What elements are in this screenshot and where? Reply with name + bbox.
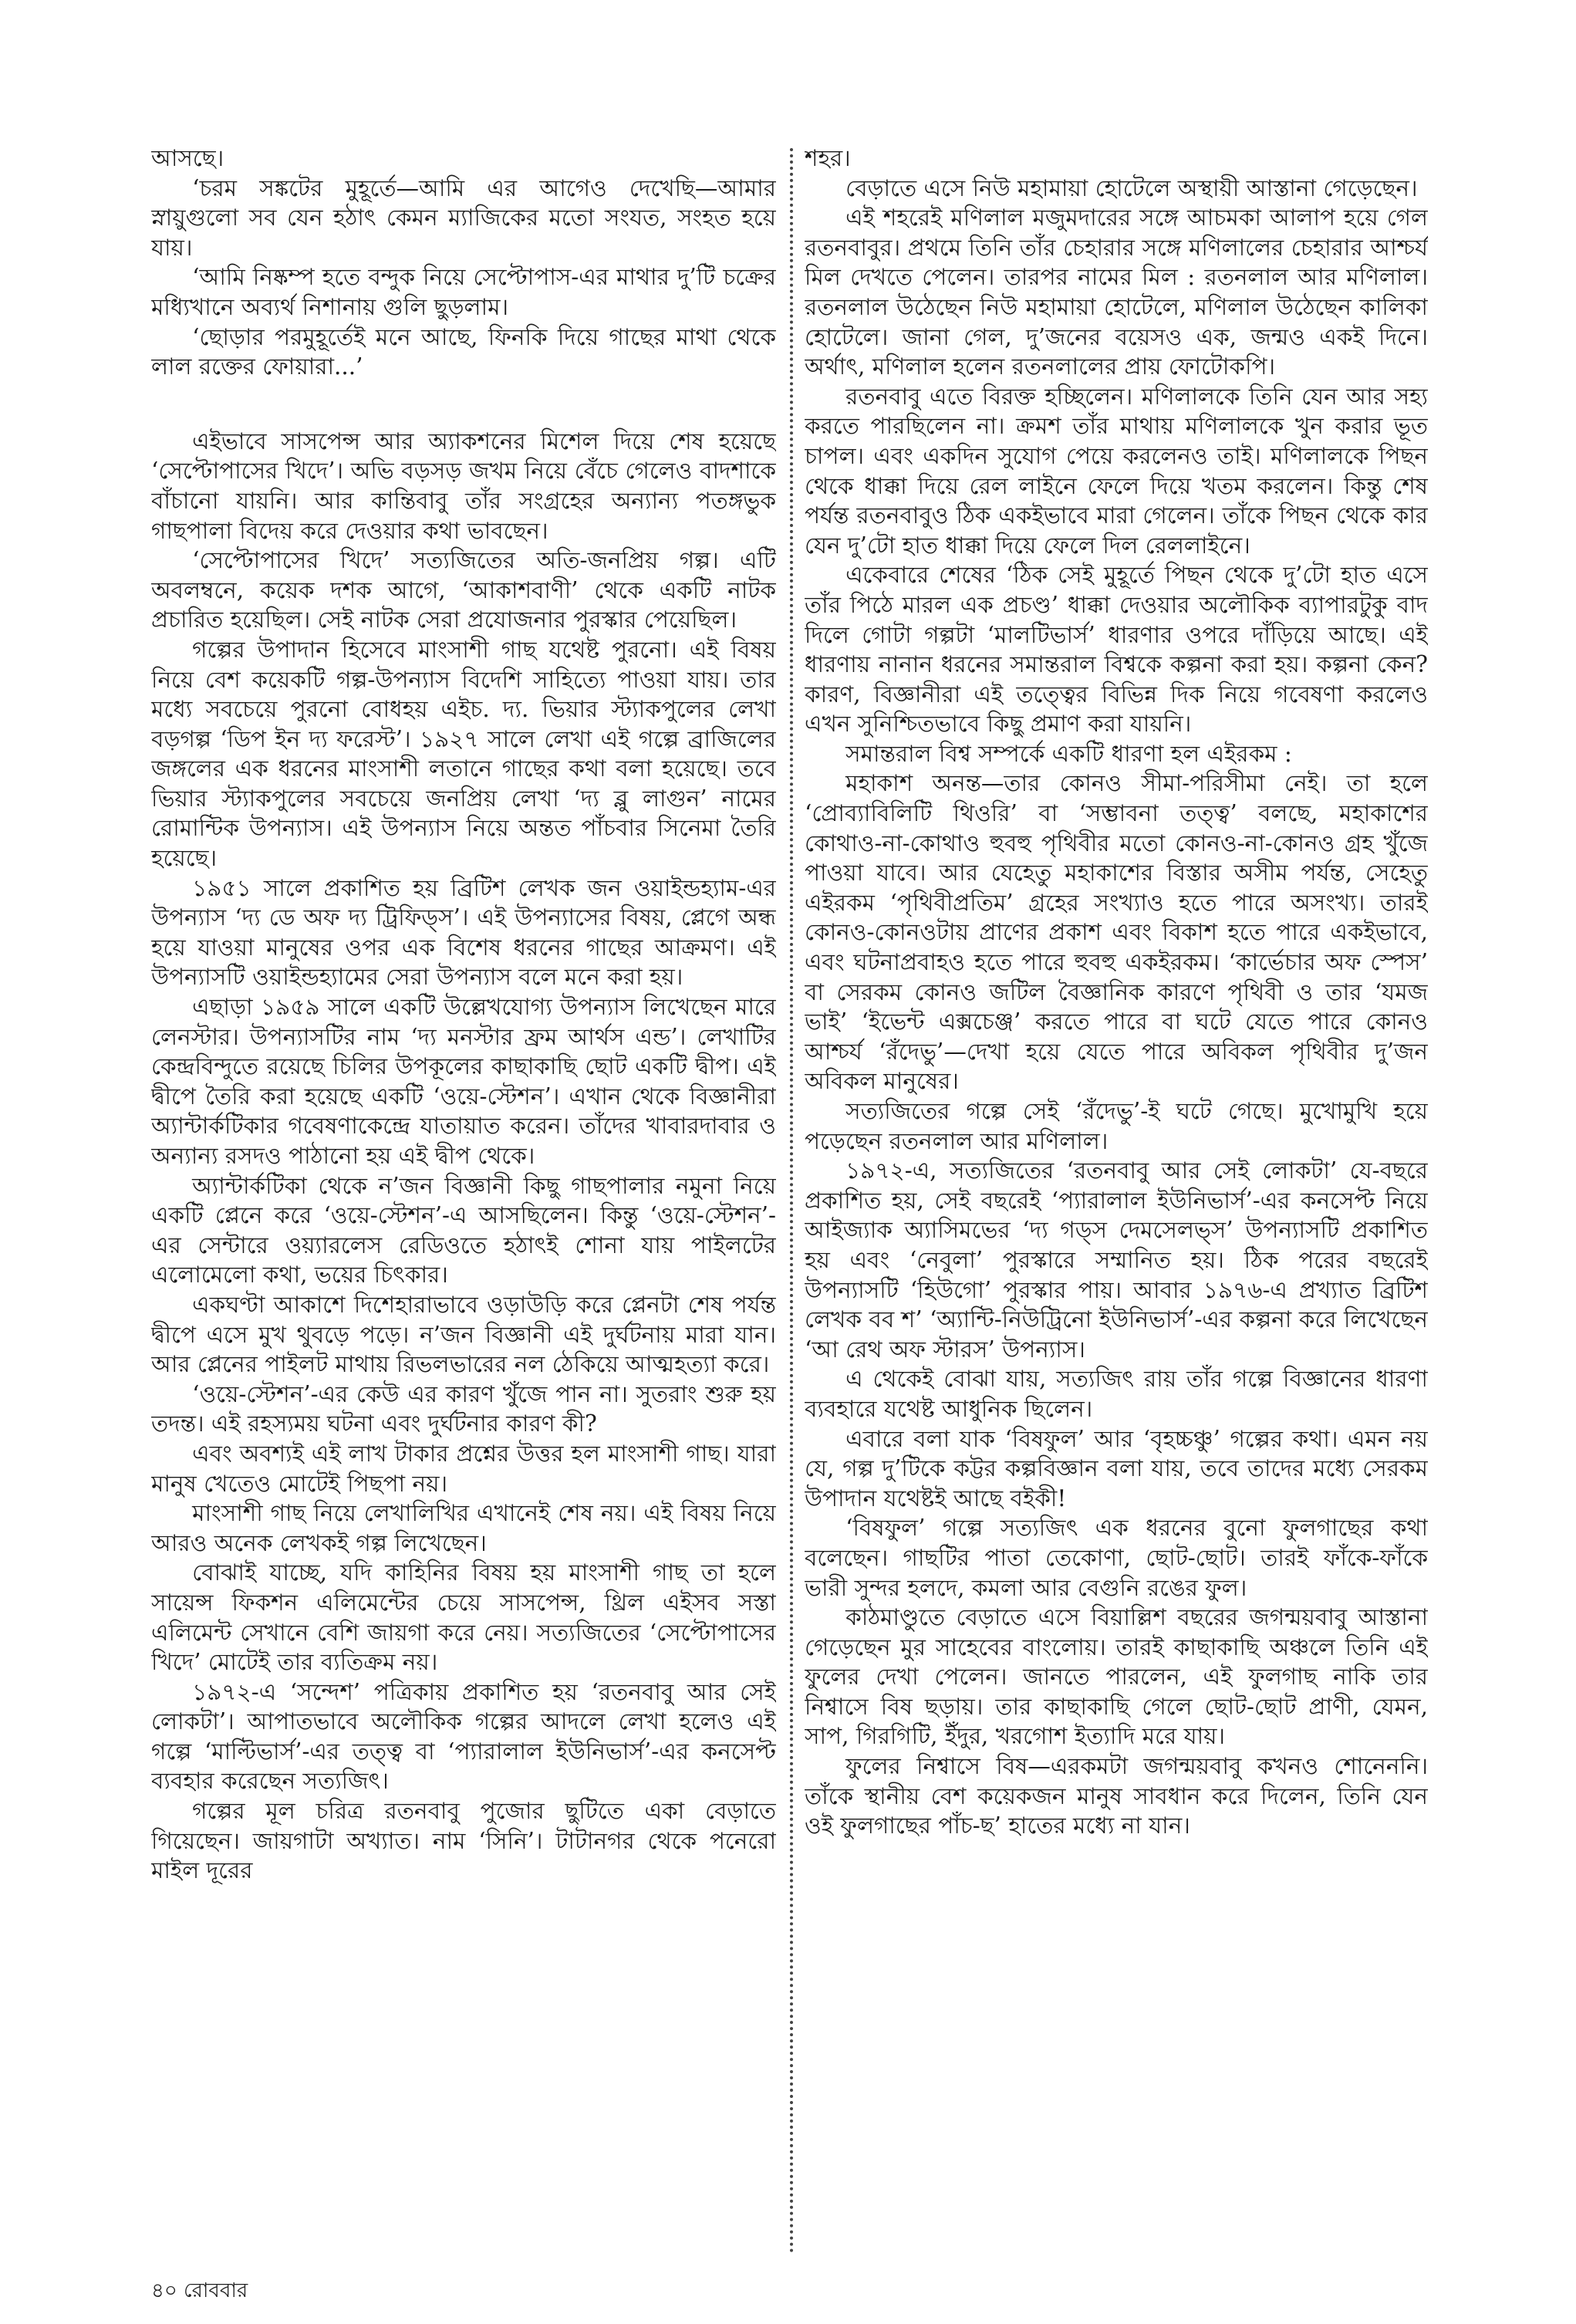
paragraph: বোঝাই যাচ্ছে, যদি কাহিনির বিষয় হয় মাংসাশী গাছ তা হলে সায়েন্স ফিকশন এলিমেন্টের চেয়ে সাসপেন্স, থ্রিল এইসব সস্তা এলিমেন্ট সেখানে বেশি জায়গা করে নেয়। সত্যজিতের ‘সেপ্টোপাসের খিদে’ মোটেই তার ব্যতিক্রম নয়।	[151, 1559, 776, 1676]
paragraph: বেড়াতে এসে নিউ মহামায়া হোটেলে অস্থায়ী আস্তানা গেড়েছেন।	[845, 174, 1418, 201]
paragraph: ‘সেপ্টোপাসের খিদে’ সত্যজিতের অতি-জনপ্রিয় গল্প। এটি অবলম্বনে, কয়েক দশক আগে, ‘আকাশবাণী’ থেকে একটি নাটক প্রচারিত হয়েছিল। সেই নাটক সেরা প্রযোজনার পুরস্কার পেয়েছিল।	[151, 547, 776, 633]
paragraph: রতনবাবু এতে বিরক্ত হচ্ছিলেন। মণিলালকে তিনি যেন আর সহ্য করতে পারছিলেন না। ক্রমশ তাঁর মাথায় মণিলালকে খুন করার ভূত চাপল। এবং একদিন সুযোগ পেয়ে করলেনও তাই। মণিলালকে পিছন থেকে ধাক্কা দিয়ে রেল লাইনে ফেলে দিয়ে খতম করলেন। কিন্তু শেষ পর্যন্ত রতনবাবুও ঠিক একইভাবে মারা গেলেন। তাঁকে পিছন থেকে কার যেন দু’টো হাত ধাক্কা দিয়ে ফেলে দিল রেললাইনে।	[805, 383, 1428, 559]
paragraph: সমান্তরাল বিশ্ব সম্পর্কে একটি ধারণা হল এইরকম :	[845, 740, 1292, 767]
paragraph: একেবারে শেষের ‘ঠিক সেই মুহূর্তে পিছন থেকে দু’টো হাত এসে তাঁর পিঠে মারল এক প্রচণ্ড’ ধাক্কা দেওয়ার অলৌকিক ব্যাপারটুকু বাদ দিলে গোটা গল্পটা ‘মালটিভার্স’ ধারণার ওপরে দাঁড়িয়ে আছে। এই ধারণায় নানান ধরনের সমান্তরাল বিশ্বকে কল্পনা করা হয়। কল্পনা কেন? কারণ, বিজ্ঞানীরা এই তত্ত্বের বিভিন্ন দিক নিয়ে গবেষণা করলেও এখন সুনিশ্চিতভাবে কিছু প্রমাণ করা যায়নি।	[805, 562, 1428, 738]
paragraph: একঘণ্টা আকাশে দিশেহারাভাবে ওড়াউড়ি করে প্লেনটা শেষ পর্যন্ত দ্বীপে এসে মুখ থুবড়ে পড়ে। ন’জন বিজ্ঞানী এই দুর্ঘটনায় মারা যান। আর প্লেনের পাইলট মাথায় রিভলভারের নল ঠেকিয়ে আত্মহত্যা করে।	[151, 1291, 776, 1378]
page-footer	[151, 2275, 248, 2309]
paragraph: এই শহরেই মণিলাল মজুমদারের সঙ্গে আচমকা আলাপ হয়ে গেল রতনবাবুর। প্রথমে তিনি তাঁর চেহারার সঙ্গে মণিলালের চেহারার আশ্চর্য মিল দেখতে পেলেন। তারপর নামের মিল : রতনলাল আর মণিলাল। রতনলাল উঠেছেন নিউ মহামায়া হোটেলে, মণিলাল উঠেছেন কালিকা হোটেলে। জানা গেল, দু’জনের বয়েসও এক, জন্মও একই দিনে। অর্থাৎ, মণিলাল হলেন রতনলালের প্রায় ফোটোকপি।	[805, 204, 1428, 380]
left-column	[151, 144, 776, 2258]
paragraph: এবারে বলা যাক ‘বিষফুল’ আর ‘বৃহচ্চঞ্চু’ গল্পের কথা। এমন নয় যে, গল্প দু’টিকে কট্টর কল্পবিজ্ঞান বলা যায়, তবে তাদের মধ্যে সেরকম উপাদান যথেষ্টই আছে বইকী!	[805, 1425, 1428, 1512]
paragraph: মহাকাশ অনন্ত—তার কোনও সীমা-পরিসীমা নেই। তা হলে ‘প্রোব্যাবিলিটি থিওরি’ বা ‘সম্ভাবনা তত্ত্ব’ বলছে, মহাকাশের কোথাও-না-কোথাও হুবহু পৃথিবীর মতো কোনও-না-কোনও গ্রহ খুঁজে পাওয়া যাবে। আর যেহেতু মহাকাশের বিস্তার অসীম পর্যন্ত, সেহেতু এইরকম ‘পৃথিবীপ্রতিম’ গ্রহের সংখ্যাও হতে পারে অসংখ্য। তারই কোনও-কোনওটায় প্রাণের প্রকাশ এবং বিকাশ হতে পারে একইভাবে, এবং ঘটনাপ্রবাহও হতে পারে হুবহু একইরকম। ‘কার্ভেচার অফ স্পেস’ বা সেরকম কোনও জটিল বৈজ্ঞানিক কারণে পৃথিবী ও তার ‘যমজ ভাই’ ‘ইভেন্ট এক্সচেঞ্জ’ করতে পারে বা ঘটে যেতে পারে কোনও আশ্চর্য ‘রঁদেভু’—দেখা হয়ে যেতে পারে অবিকল পৃথিবীর দু’জন অবিকল মানুষের।	[805, 770, 1428, 1095]
paragraph: মাংসাশী গাছ নিয়ে লেখালিখির এখানেই শেষ নয়। এই বিষয় নিয়ে আরও অনেক লেখকই গল্প লিখেছেন।	[151, 1500, 776, 1556]
right-column	[805, 144, 1428, 2258]
paragraph: এ থেকেই বোঝা যায়, সত্যজিৎ রায় তাঁর গল্পে বিজ্ঞানের ধারণা ব্যবহারে যথেষ্ট আধুনিক ছিলেন।	[805, 1366, 1428, 1422]
paragraph: শহর।	[805, 145, 851, 171]
paragraph: এছাড়া ১৯৫৯ সালে একটি উল্লেখযোগ্য উপন্যাস লিখেছেন মারে লেনস্টার। উপন্যাসটির নাম ‘দ্য মনস্টার ফ্রম আর্থস এন্ড’। লেখাটির কেন্দ্রবিন্দুতে রয়েছে চিলির উপকূলের কাছাকাছি ছোট একটি দ্বীপ। এই দ্বীপে তৈরি করা হয়েছে একটি ‘ওয়ে-স্টেশন’। এখান থেকে বিজ্ঞানীরা অ্যান্টার্কটিকার গবেষণাকেন্দ্রে যাতায়াত করেন। তাঁদের খাবারদাবার ও অন্যান্য রসদও পাঠানো হয় এই দ্বীপ থেকে।	[151, 994, 776, 1169]
paragraph: ১৯৫১ সালে প্রকাশিত হয় ব্রিটিশ লেখক জন ওয়াইন্ডহ্যাম-এর উপন্যাস ‘দ্য ডে অফ দ্য ট্রিফিড্স’। এই উপন্যাসের বিষয়, প্লেগে অন্ধ হয়ে যাওয়া মানুষের ওপর এক বিশেষ ধরনের গাছের আক্রমণ। এই উপন্যাসটি ওয়াইন্ডহ্যামের সেরা উপন্যাস বলে মনে করা হয়।	[151, 874, 776, 991]
paragraph: ‘চরম সঙ্কটের মুহূর্তে—আমি এর আগেও দেখেছি—আমার স্নায়ুগুলো সব যেন হঠাৎ কেমন ম্যাজিকের মতো সংযত, সংহত হয়ে যায়।	[151, 174, 776, 261]
paragraph: অ্যান্টার্কটিকা থেকে ন’জন বিজ্ঞানী কিছু গাছপালার নমুনা নিয়ে একটি প্লেনে করে ‘ওয়ে-স্টেশন’-এ আসছিলেন। কিন্তু ‘ওয়ে-স্টেশন’-এর সেন্টারে ওয়্যারলেস রেডিওতে হঠাৎই শোনা যায় পাইলটের এলোমেলো কথা, ভয়ের চিৎকার।	[151, 1172, 776, 1289]
paragraph: এইভাবে সাসপেন্স আর অ্যাকশনের মিশেল দিয়ে শেষ হয়েছে ‘সেপ্টোপাসের খিদে’। অভি বড়সড় জখম নিয়ে বেঁচে গেলেও বাদশাকে বাঁচানো যায়নি। আর কান্তিবাবু তাঁর সংগ্রহের অন্যান্য পতঙ্গভুক গাছপালা বিদেয় করে দেওয়ার কথা ভাবছেন।	[151, 427, 776, 544]
paragraph: আসছে।	[151, 145, 224, 171]
paragraph: ‘ছোড়ার পরমুহূর্তেই মনে আছে, ফিনকি দিয়ে গাছের মাথা থেকে লাল রক্তের ফোয়ারা...’	[151, 323, 776, 380]
paragraph: ‘ওয়ে-স্টেশন’-এর কেউ এর কারণ খুঁজে পান না। সুতরাং শুরু হয় তদন্ত। এই রহস্যময় ঘটনা এবং দুর্ঘটনার কারণ কী?	[151, 1380, 776, 1437]
paragraph: সত্যজিতের গল্পে সেই ‘রঁদেভু’-ই ঘটে গেছে। মুখোমুখি হয়ে পড়েছেন রতনলাল আর মণিলাল।	[805, 1098, 1428, 1154]
paragraph: ১৯৭২-এ, সত্যজিতের ‘রতনবাবু আর সেই লোকটা’ যে-বছরে প্রকাশিত হয়, সেই বছরেই ‘প্যারালাল ইউনিভার্স’-এর কনসেপ্ট নিয়ে আইজ্যাক অ্যাসিমভের ‘দ্য গড্স দেমসেলভ্স’ উপন্যাসটি প্রকাশিত হয় এবং ‘নেবুলা’ পুরস্কারে সম্মানিত হয়। ঠিক পরের বছরেই উপন্যাসটি ‘হিউগো’ পুরস্কার পায়। আবার ১৯৭৬-এ প্রখ্যাত ব্রিটিশ লেখক বব শ’ ‘অ্যান্টি-নিউট্রিনো ইউনিভার্স’-এর কল্পনা করে লিখেছেন ‘আ রেথ অফ স্টারস’ উপন্যাস।	[805, 1157, 1428, 1363]
paragraph: ‘আমি নিষ্কম্প হতে বন্দুক নিয়ে সেপ্টোপাস-এর মাথার দু’টি চক্রের মধ্যিখানে অব্যর্থ নিশানায় গুলি ছুড়লাম।	[151, 264, 776, 320]
paragraph: ১৯৭২-এ ‘সন্দেশ’ পত্রিকায় প্রকাশিত হয় ‘রতনবাবু আর সেই লোকটা’। আপাতভাবে অলৌকিক গল্পের আদলে লেখা হলেও এই গল্পে ‘মাল্টিভার্স’-এর তত্ত্ব বা ‘প্যারালাল ইউনিভার্স’-এর কনসেপ্ট ব্যবহার করেছেন সত্যজিৎ।	[151, 1678, 776, 1795]
column-divider	[790, 148, 793, 2255]
paragraph: এবং অবশ্যই এই লাখ টাকার প্রশ্নের উত্তর হল মাংসাশী গাছ। যারা মানুষ খেতেও মোটেই পিছপা নয়।	[151, 1440, 776, 1497]
paragraph: ফুলের নিশ্বাসে বিষ—এরকমটা জগন্ময়বাবু কখনও শোনেননি। তাঁকে স্থানীয় বেশ কয়েকজন মানুষ সাবধান করে দিলেন, তিনি যেন ওই ফুলগাছের পাঁচ-ছ’ হাতের মধ্যে না যান।	[805, 1753, 1428, 1839]
section-name: রোববার	[184, 2279, 248, 2302]
paragraph: কাঠমাণ্ডুতে বেড়াতে এসে বিয়াল্লিশ বছরের জগন্ময়বাবু আস্তানা গেড়েছেন মুর সাহেবের বাংলোয়। তারই কাছাকাছি অঞ্চলে তিনি এই ফুলের দেখা পেলেন। জানতে পারলেন, এই ফুলগাছ নাকি তার নিশ্বাসে বিষ ছড়ায়। তার কাছাকাছি গেলে ছোট-ছোট প্রাণী, যেমন, সাপ, গিরগিটি, ইঁদুর, খরগোশ ইত্যাদি মরে যায়।	[805, 1604, 1428, 1750]
paragraph: গল্পের মূল চরিত্র রতনবাবু পুজোর ছুটিতে একা বেড়াতে গিয়েছেন। জায়গাটা অখ্যাত। নাম ‘সিনি’। টাটানগর থেকে পনেরো মাইল দূরের	[151, 1798, 776, 1884]
section-break	[151, 382, 776, 427]
paragraph: গল্পের উপাদান হিসেবে মাংসাশী গাছ যথেষ্ট পুরনো। এই বিষয় নিয়ে বেশ কয়েকটি গল্প-উপন্যাস বিদেশি সাহিত্যে পাওয়া যায়। তার মধ্যে সবচেয়ে পুরনো বোধহয় এইচ. দ্য. ভিয়ার স্ট্যাকপুলের লেখা বড়গল্প ‘ডিপ ইন দ্য ফরেস্ট’। ১৯২৭ সালে লেখা এই গল্পে ব্রাজিলের জঙ্গলের এক ধরনের মাংসাশী লতানে গাছের কথা বলা হয়েছে। তবে ভিয়ার স্ট্যাকপুলের সবচেয়ে জনপ্রিয় লেখা ‘দ্য ব্লু লাগুন’ নামের রোমান্টিক উপন্যাস। এই উপন্যাস নিয়ে অন্তত পাঁচবার সিনেমা তৈরি হয়েছে।	[151, 636, 776, 872]
page-number: ৪০	[151, 2279, 177, 2302]
paragraph: ‘বিষফুল’ গল্পে সত্যজিৎ এক ধরনের বুনো ফুলগাছের কথা বলেছেন। গাছটির পাতা তেকোণা, ছোট-ছোট। তারই ফাঁকে-ফাঁকে ভারী সুন্দর হলদে, কমলা আর বেগুনি রঙের ফুল।	[805, 1515, 1428, 1601]
